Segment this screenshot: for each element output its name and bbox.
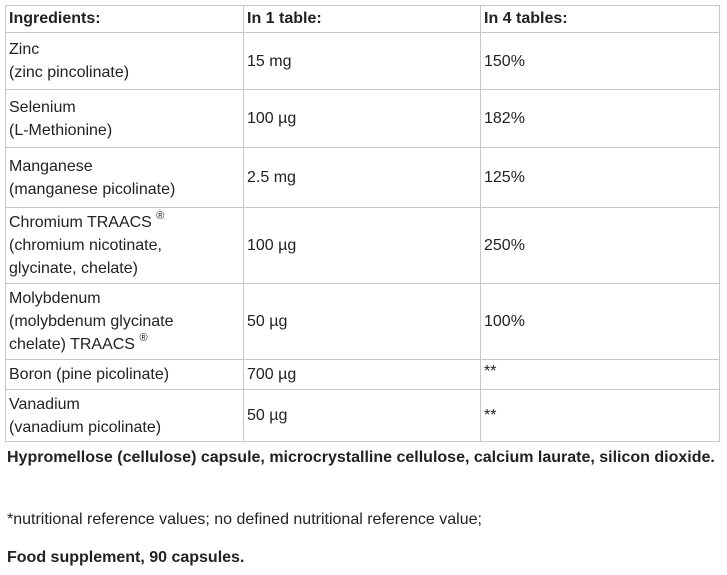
header-in-1-table: In 1 table: <box>244 6 481 33</box>
table-row <box>6 390 720 442</box>
ingredient-form-continued: chelate) TRAACS <box>9 336 135 353</box>
ingredient-form: (manganese picolinate) <box>9 180 176 198</box>
table-row <box>6 33 720 90</box>
ingredient-cell <box>6 390 244 442</box>
other-ingredients-note: Hypromellose (cellulose) capsule, microcrystalline cellulose, calcium laurate, silicon dioxide. <box>7 449 715 466</box>
table-row <box>6 90 720 148</box>
ingredient-form: (molybdenum glycinate <box>9 313 174 330</box>
header-ingredients: Ingredients: <box>6 6 244 33</box>
registered-mark: ® <box>156 209 165 222</box>
percent-cell: ** <box>481 360 720 390</box>
ingredient-cell <box>6 284 244 360</box>
ingredient-cell <box>6 33 244 90</box>
ingredient-form-continued: glycinate, chelate) <box>9 260 138 277</box>
ingredient-form: (vanadium picolinate) <box>9 418 162 436</box>
ingredient-name: Selenium <box>9 98 76 116</box>
table-row <box>6 208 720 284</box>
table-row <box>6 148 720 208</box>
amount-cell: 100 µg <box>244 90 481 148</box>
amount-cell: 50 µg <box>244 390 481 442</box>
ingredient-name: Vanadium <box>9 395 80 413</box>
amount-cell: 700 µg <box>244 360 481 390</box>
table-row <box>6 284 720 360</box>
header-in-4-tables: In 4 tables: <box>481 6 720 33</box>
ingredient-form: (zinc pincolinate) <box>9 64 130 81</box>
ingredient-cell <box>6 208 244 284</box>
ingredient-name: Zinc <box>9 41 40 58</box>
percent-cell: 250% <box>481 208 720 284</box>
amount-cell: 50 µg <box>244 284 481 360</box>
table-header-row <box>6 6 720 33</box>
product-description: Food supplement, 90 capsules. <box>7 549 245 566</box>
ingredient-name: Molybdenum <box>9 290 101 307</box>
ingredients-table <box>5 5 720 442</box>
percent-cell: 125% <box>481 148 720 208</box>
table-row <box>6 360 720 390</box>
percent-cell: 100% <box>481 284 720 360</box>
ingredient-form: (L-Methionine) <box>9 121 113 139</box>
ingredient-cell <box>6 148 244 208</box>
ingredient-name: Chromium TRAACS <box>9 214 152 231</box>
percent-cell: 182% <box>481 90 720 148</box>
amount-cell: 15 mg <box>244 33 481 90</box>
amount-cell: 2.5 mg <box>244 148 481 208</box>
percent-cell: ** <box>481 390 720 442</box>
ingredient-cell <box>6 360 244 390</box>
ingredient-name: Manganese <box>9 157 93 175</box>
reference-values-footnote: *nutritional reference values; no defined nutritional reference value; <box>7 511 482 528</box>
registered-mark: ® <box>139 331 148 344</box>
ingredient-cell <box>6 90 244 148</box>
percent-cell: 150% <box>481 33 720 90</box>
ingredient-form: (chromium nicotinate, <box>9 237 162 254</box>
amount-cell: 100 µg <box>244 208 481 284</box>
ingredient-name: Boron (pine picolinate) <box>9 366 170 383</box>
